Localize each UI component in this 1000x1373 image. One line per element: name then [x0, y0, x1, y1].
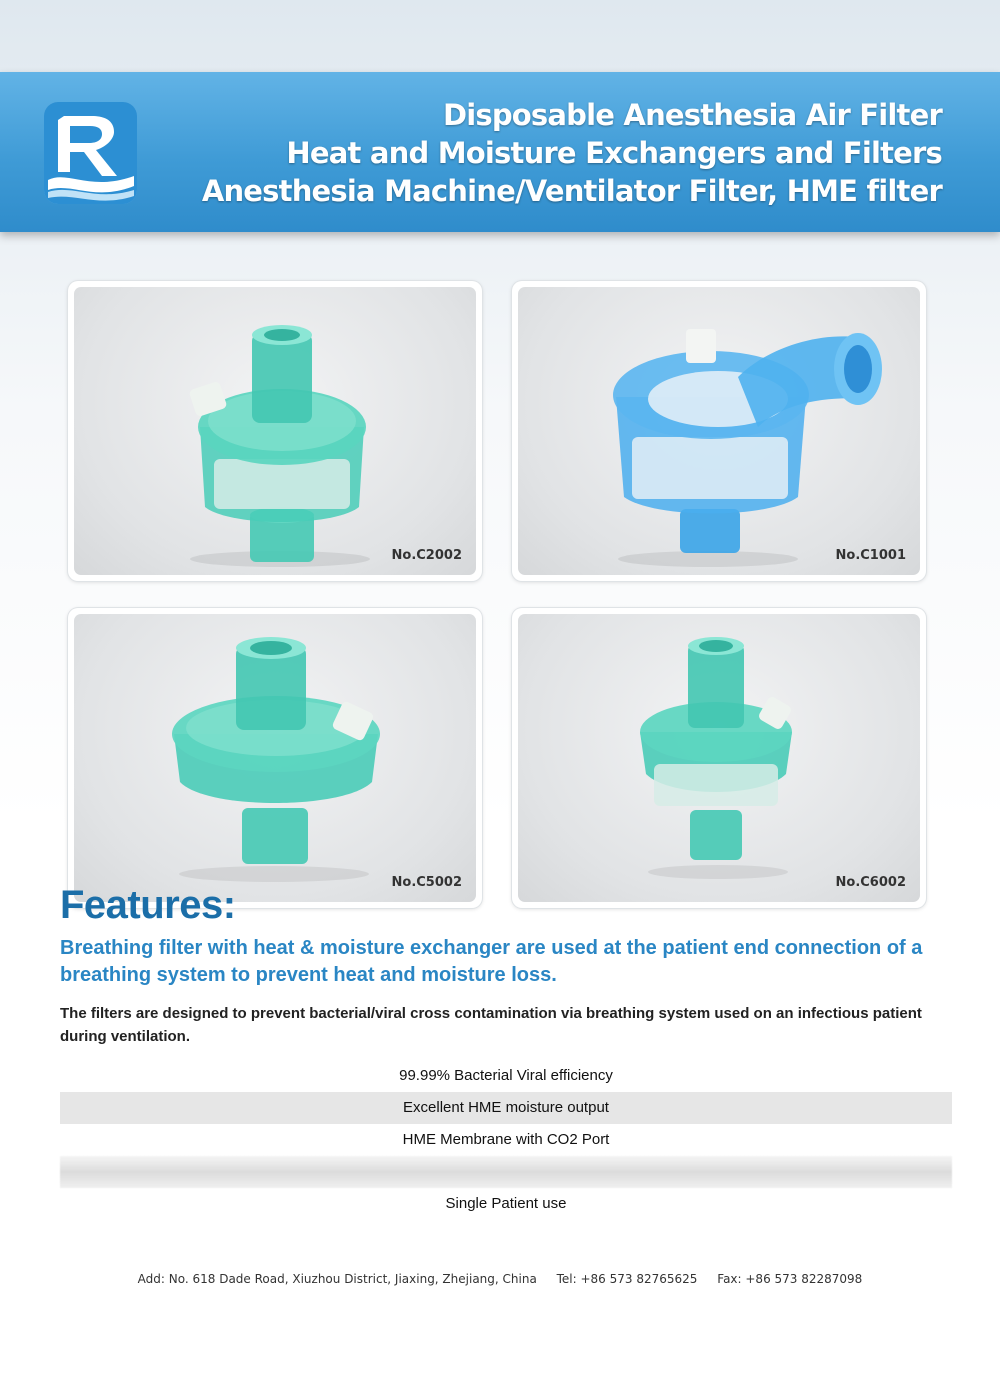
title-line-2: Heat and Moisture Exchangers and Filters	[286, 136, 942, 170]
product-photo-c1001	[518, 287, 920, 575]
product-code: No.C2002	[391, 548, 462, 563]
product-photo-c5002	[74, 614, 476, 902]
product-photo-c2002	[74, 287, 476, 575]
product-code: No.C5002	[391, 875, 462, 890]
feature-row: Single Patient use	[60, 1188, 952, 1220]
company-logo	[44, 102, 137, 204]
product-card-c2002	[68, 281, 482, 581]
product-card-c6002	[512, 608, 926, 908]
footer-address: Add: No. 618 Dade Road, Xiuzhou District, Jiaxing, Zhejiang, China	[137, 1272, 537, 1286]
footer-tel: Tel: +86 573 82765625	[556, 1272, 698, 1286]
features-table	[60, 1060, 952, 1220]
product-card-c1001	[512, 281, 926, 581]
feature-row: Excellent HME moisture output	[60, 1092, 952, 1124]
title-line-1: Disposable Anesthesia Air Filter	[442, 98, 942, 132]
feature-row: 99.99% Bacterial Viral efficiency	[60, 1060, 952, 1092]
product-code: No.C6002	[835, 875, 906, 890]
features-heading: Features:	[60, 883, 236, 927]
feature-row: HME Membrane with CO2 Port	[60, 1124, 952, 1156]
feature-row-blurred	[60, 1156, 952, 1188]
title-line-3: Anesthesia Machine/Ventilator Filter, HME filter	[201, 174, 942, 208]
features-lead: Breathing filter with heat & moisture exchanger are used at the patient end connection of a breathing system to prevent heat and moisture loss.	[60, 937, 923, 986]
product-photo-c6002	[518, 614, 920, 902]
header-titles	[202, 96, 942, 210]
footer-fax: Fax: +86 573 82287098	[717, 1272, 863, 1286]
product-card-c5002	[68, 608, 482, 908]
features-description: The filters are designed to prevent bacterial/viral cross contamination via breathing system used on an infectious patient during ventilation.	[60, 1005, 922, 1045]
product-code: No.C1001	[835, 548, 906, 563]
footer-contact	[0, 1272, 1000, 1286]
